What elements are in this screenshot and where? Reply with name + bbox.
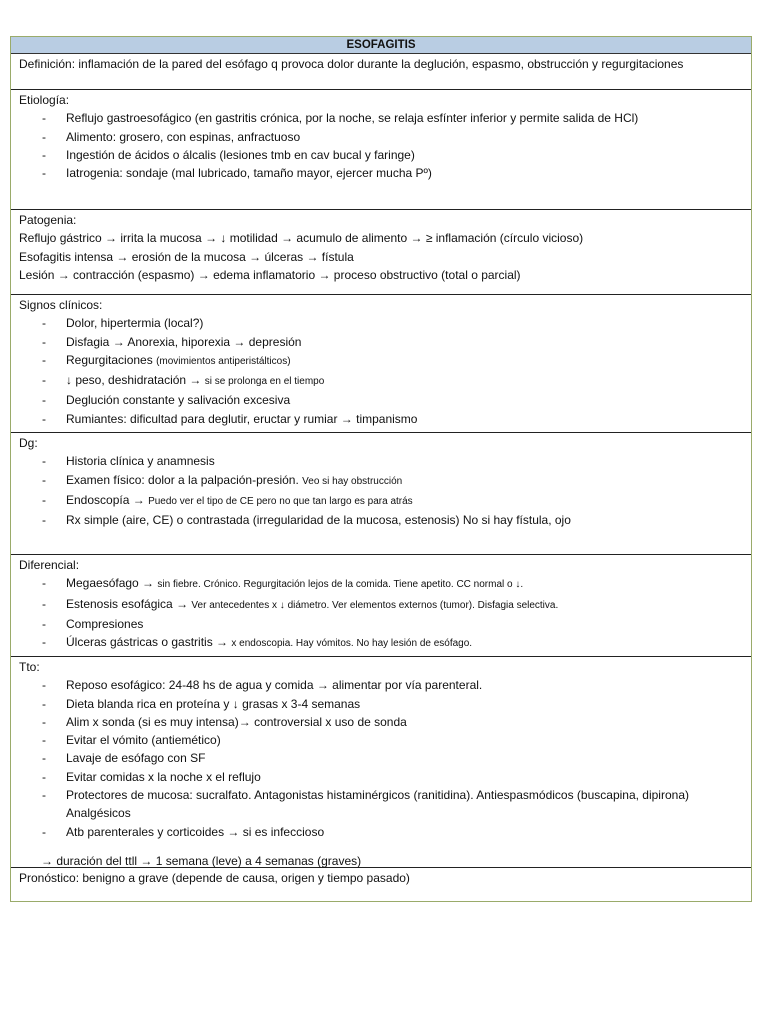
etiologia-list (19, 109, 743, 182)
list-item: - Estenosis esofágica → Ver antecedentes x ↓ diámetro. Ver elementos externos (tumor). Disfagia selectiva. (19, 595, 743, 615)
list-item: - Megaesófago → sin fiebre. Crónico. Regurgitación lejos de la comida. Tiene apetito. CC normal o ↓. (19, 574, 743, 594)
list-item: - Ingestión de ácidos o álcalis (lesiones tmb en cav bucal y faringe) (19, 146, 743, 164)
tto-duracion: → duración del ttll → 1 semana (leve) a 4 semanas (graves) (41, 853, 362, 868)
list-item: - Úlceras gástricas o gastritis → x endoscopia. Hay vómitos. No hay lesión de esófago. (19, 633, 743, 653)
signos-heading: Signos clínicos: (19, 298, 103, 312)
dg-section (11, 433, 751, 555)
list-item: - Lavaje de esófago con SF (19, 749, 743, 767)
list-item: - Reposo esofágico: 24-48 hs de agua y comida → alimentar por vía parenteral. (19, 676, 743, 694)
list-item: - Iatrogenia: sondaje (mal lubricado, tamaño mayor, ejercer mucha Pº) (19, 164, 743, 182)
list-item: - Compresiones (19, 615, 743, 633)
tto-list (19, 676, 743, 841)
list-item: - Alim x sonda (si es muy intensa)→ controversial x uso de sonda (19, 713, 743, 731)
patogenia-line: Reflujo gástrico → irrita la mucosa → ↓ motilidad → acumulo de alimento → ≥ inflamación (círculo vicioso) (19, 231, 584, 246)
tto-heading: Tto: (19, 660, 40, 674)
diferencial-list (19, 574, 743, 653)
tto-section (11, 657, 751, 868)
list-item: - Alimento: grosero, con espinas, anfractuoso (19, 128, 743, 146)
list-item: - Reflujo gastroesofágico (en gastritis crónica, por la noche, se relaja esfínter inferior y permite salida de HCl) (19, 109, 743, 127)
dg-heading: Dg: (19, 436, 38, 450)
list-item: - Examen físico: dolor a la palpación-presión. Veo si hay obstrucción (19, 471, 743, 491)
list-item: - Dieta blanda rica en proteína y ↓ grasas x 3-4 semanas (19, 695, 743, 713)
list-item: - Rumiantes: dificultad para deglutir, eructar y rumiar → timpanismo (19, 410, 743, 428)
list-item: - Endoscopía → Puedo ver el tipo de CE pero no que tan largo es para atrás (19, 491, 743, 511)
list-item: - Protectores de mucosa: sucralfato. Antagonistas histaminérgicos (ranitidina). Antiespasmódicos (buscapina, dipirona) Analgésicos (19, 786, 743, 823)
list-item: - Disfagia → Anorexia, hiporexia → depresión (19, 333, 743, 351)
definicion-text: Definición: inflamación de la pared del esófago q provoca dolor durante la deglución, espasmo, obstrucción y regurgitaciones (19, 57, 684, 71)
esofagitis-document (10, 36, 752, 902)
diferencial-heading: Diferencial: (19, 558, 80, 572)
pronostico-section (11, 868, 751, 901)
list-item: - Atb parenterales y corticoides → si es infeccioso (19, 823, 743, 841)
list-item: - Regurgitaciones (movimientos antiperistálticos) (19, 351, 743, 371)
pronostico-text: Pronóstico: benigno a grave (depende de causa, origen y tiempo pasado) (19, 871, 410, 885)
list-item: - Rx simple (aire, CE) o contrastada (irregularidad de la mucosa, estenosis) No si hay fístula, ojo (19, 511, 743, 529)
list-item: - Evitar comidas x la noche x el reflujo (19, 768, 743, 786)
patogenia-section (11, 210, 751, 295)
list-item: - Deglución constante y salivación excesiva (19, 391, 743, 409)
signos-section (11, 295, 751, 433)
etiologia-heading: Etiología: (19, 93, 70, 107)
dg-list (19, 452, 743, 529)
patogenia-line: Esofagitis intensa → erosión de la mucosa → úlceras → fístula (19, 249, 354, 264)
list-item: - Historia clínica y anamnesis (19, 452, 743, 470)
definicion-section (11, 54, 751, 90)
patogenia-line: Lesión → contracción (espasmo) → edema inflamatorio → proceso obstructivo (total o parcial) (19, 267, 521, 282)
patogenia-heading: Patogenia: (19, 213, 77, 227)
signos-list (19, 314, 743, 428)
diferencial-section (11, 555, 751, 657)
etiologia-section (11, 90, 751, 210)
document-title: ESOFAGITIS (11, 37, 751, 54)
list-item: - Evitar el vómito (antiemético) (19, 731, 743, 749)
list-item: - Dolor, hipertermia (local?) (19, 314, 743, 332)
list-item: - ↓ peso, deshidratación → si se prolonga en el tiempo (19, 371, 743, 391)
